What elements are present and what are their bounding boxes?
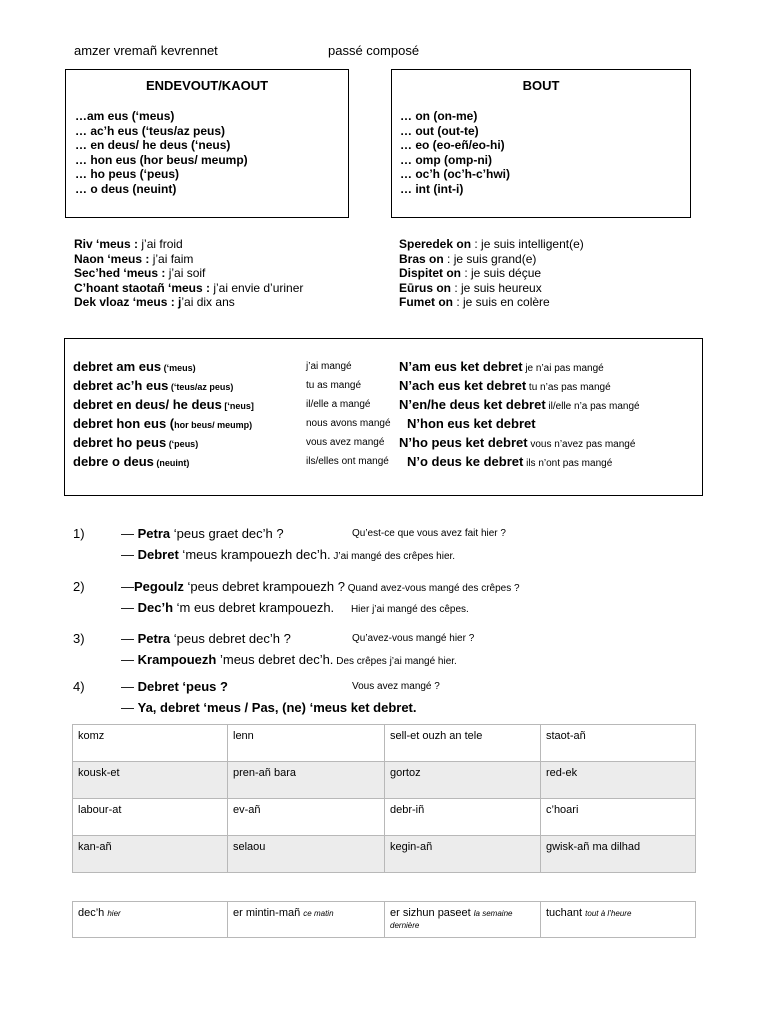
dialogue-dash: — (121, 631, 138, 646)
bout-line: … on (on-me) (400, 109, 478, 123)
vocab-cell: kousk-et (73, 762, 228, 799)
vocab-cell: pren-añ bara (228, 762, 385, 799)
dialogue-breton: ’meus debret dec’h. (216, 652, 334, 667)
conj-french: j’ai mangé (306, 361, 352, 372)
time-french: hier (107, 909, 121, 918)
example-breton: Dispitet on (399, 266, 461, 280)
bout-line: … int (int-i) (400, 181, 464, 196)
conj-negative-form: N’o deus ke debret (407, 454, 524, 469)
conj-french: vous avez mangé (306, 437, 385, 448)
conj-negative-french: il/elle n’a pas mangé (545, 401, 640, 412)
time-cell (385, 902, 541, 938)
dialogue-breton-bold: Krampouezh (137, 652, 217, 667)
example-breton: Fumet on (399, 295, 453, 309)
endevout-title: ENDEVOUT/KAOUT (145, 78, 269, 93)
example-french: j’ai froid (138, 237, 183, 251)
example-french: ’ai dix ans (181, 295, 235, 309)
time-expressions-table (72, 901, 696, 938)
example-french: : je suis intelligent(e) (471, 237, 584, 251)
time-french: la semaine dernière (390, 909, 513, 930)
conj-french: tu as mangé (306, 380, 362, 391)
dialogue-french: Vous avez mangé ? (352, 681, 440, 692)
vocab-row (73, 836, 696, 873)
example-breton: Naon ‘meus : (74, 251, 150, 266)
conj-negative-form: N’ho peus ket debret (399, 435, 528, 450)
conj-variant: (‘teus/az peus) (168, 382, 234, 392)
example-breton: Dek vloaz ‘meus : j (74, 295, 182, 309)
dialogue-breton-bold: Ya, debret ‘meus / Pas, (ne) ‘meus ket debret. (137, 700, 417, 715)
header-title: amzer vremañ kevrennet (74, 43, 218, 58)
conj-variant: (‘peus) (166, 439, 199, 449)
time-breton: dec’h (78, 907, 108, 919)
conj-french: nous avons mangé (306, 418, 391, 429)
dialogue-breton-bold: Petra (137, 526, 171, 541)
conj-negative-form: N’am eus ket debret (399, 359, 523, 374)
dialogue-dash: — (121, 526, 138, 541)
conj-negative-french: je n’ai pas mangé (522, 363, 604, 374)
dialogue-line (121, 631, 291, 646)
example-french: : je suis heureux (451, 280, 542, 295)
vocab-cell: lenn (228, 725, 385, 762)
dialogue-breton: ‘peus debret dec’h ? (170, 631, 291, 646)
dialogue-number: 2) (73, 579, 85, 594)
vocab-cell: staot-añ (541, 725, 696, 762)
dialogue-line (121, 700, 417, 715)
dialogue-number: 1) (73, 526, 85, 541)
vocab-cell: labour-at (73, 799, 228, 836)
dialogue-breton-bold: Dec’h (137, 600, 174, 615)
endevout-line: … ac’h eus (‘teus/az peus) (75, 123, 226, 138)
time-cell (228, 902, 385, 938)
conj-negative-french: ils n’ont pas mangé (523, 458, 613, 469)
vocab-cell: kegin-añ (385, 836, 541, 873)
dialogue-breton: ‘peus graet dec’h ? (170, 526, 284, 541)
example-french: j’ai envie d’uriner (210, 280, 304, 295)
time-breton: tuchant (546, 907, 586, 919)
dialogue-line (121, 547, 455, 562)
endevout-line: … o deus (neuint) (75, 181, 177, 196)
example-french: : je suis grand(e) (443, 251, 537, 266)
conj-variant: hor beus/ meump) (174, 420, 253, 430)
example-breton: Speredek on (399, 237, 472, 251)
endevout-line: … hon eus (hor beus/ meump) (75, 152, 248, 167)
bout-line: … oc’h (oc’h-c’hwi) (400, 167, 510, 181)
conj-negative-french: tu n’as pas mangé (526, 382, 611, 393)
time-breton: er mintin-mañ (233, 907, 304, 919)
bout-line: … eo (eo-eñ/eo-hi) (400, 138, 505, 152)
conj-form: debre o deus (73, 454, 154, 469)
conj-french: il/elle a mangé (306, 399, 371, 410)
example-french: : je suis déçue (461, 266, 542, 280)
dialogue-dash: — (121, 600, 138, 615)
time-french: tout à l’heure (585, 909, 632, 918)
conj-variant: [‘neus] (221, 401, 254, 411)
bout-line: … out (out-te) (400, 123, 479, 138)
vocab-cell: komz (73, 725, 228, 762)
vocab-cell: gortoz (385, 762, 541, 799)
endevout-line: … en deus/ he deus (‘neus) (75, 138, 231, 152)
vocab-cell: sell-et ouzh an tele (385, 725, 541, 762)
conj-form: debret ac’h eus (73, 378, 169, 393)
vocab-cell: c’hoari (541, 799, 696, 836)
dialogue-french-inline: Quand avez-vous mangé des crêpes ? (345, 583, 520, 594)
conj-form: debret ho peus (73, 435, 167, 450)
conj-negative-form: N’hon eus ket debret (407, 416, 536, 431)
dialogue-line (121, 679, 228, 694)
conj-form: debret hon eus ( (73, 416, 175, 431)
dialogue-dash: — (121, 652, 138, 667)
example-french: j’ai faim (149, 251, 194, 266)
dialogue-line (121, 652, 457, 667)
vocab-cell: ev-añ (228, 799, 385, 836)
example-breton: C’hoant staotañ ‘meus : (74, 280, 211, 295)
vocab-cell: debr-iñ (385, 799, 541, 836)
vocab-cell: selaou (228, 836, 385, 873)
endevout-line: …am eus (‘meus) (75, 109, 175, 123)
endevout-line: … ho peus (‘peus) (75, 167, 180, 181)
vocab-row (73, 762, 696, 799)
bout-line: … omp (omp-ni) (400, 152, 492, 167)
conj-negative-french: vous n’avez pas mangé (527, 439, 636, 450)
example-french: : je suis en colère (453, 295, 550, 309)
time-french: ce matin (303, 909, 334, 918)
vocab-table (72, 724, 696, 873)
time-cell (73, 902, 228, 938)
dialogue-number: 3) (73, 631, 85, 646)
conj-negative-form: N’en/he deus ket debret (399, 397, 546, 412)
dialogue-breton: ‘m eus debret krampouezh. (173, 600, 335, 615)
example-breton: Bras on (399, 251, 444, 266)
dialogue-breton-bold: Pegoulz (134, 579, 184, 594)
dialogue-dash: — (121, 579, 134, 594)
dialogue-line (121, 526, 284, 541)
dialogue-number: 4) (73, 679, 85, 694)
dialogue-dash: — (121, 547, 138, 562)
dialogue-breton-bold: Petra (137, 631, 171, 646)
conj-variant: (neuint) (153, 458, 190, 468)
example-breton: Sec’hed ‘meus : (74, 266, 166, 280)
vocab-cell: kan-añ (73, 836, 228, 873)
dialogue-dash: — (121, 679, 138, 694)
header-subtitle: passé composé (328, 43, 420, 58)
vocab-row (73, 725, 696, 762)
vocab-cell: gwisk-añ ma dilhad (541, 836, 696, 873)
vocab-row (73, 799, 696, 836)
dialogue-dash: — (121, 700, 138, 715)
vocab-cell: red-ek (541, 762, 696, 799)
dialogue-french-inline: Hier j’ai mangé des cêpes. (348, 604, 469, 615)
dialogue-line (121, 579, 520, 594)
conj-form: debret en deus/ he deus (73, 397, 222, 412)
conj-variant: (‘meus) (161, 363, 196, 373)
dialogue-french: Qu’est-ce que vous avez fait hier ? (352, 528, 506, 539)
dialogue-french-inline: J’ai mangé des crêpes hier. (330, 551, 456, 562)
dialogue-breton: ‘meus krampouezh dec’h. (178, 547, 331, 562)
time-breton: er sizhun paseet (390, 907, 474, 919)
conj-form: debret am eus (73, 359, 162, 374)
example-french: j’ai soif (165, 266, 206, 280)
dialogue-breton: ‘peus debret krampouezh ? (183, 579, 345, 594)
dialogue-breton-bold: Debret ‘peus ? (137, 679, 228, 694)
example-breton: Riv ‘meus : (74, 237, 139, 251)
dialogue-french-inline: Des crêpes j’ai mangé hier. (333, 656, 457, 667)
conj-french: ils/elles ont mangé (306, 456, 389, 467)
bout-title: BOUT (522, 78, 560, 93)
dialogue-breton-bold: Debret (137, 547, 179, 562)
time-cell (541, 902, 696, 938)
example-breton: Eūrus on (399, 280, 452, 295)
conj-negative-form: N’ach eus ket debret (399, 378, 527, 393)
dialogue-french: Qu’avez-vous mangé hier ? (352, 633, 475, 644)
dialogue-line (121, 600, 469, 615)
